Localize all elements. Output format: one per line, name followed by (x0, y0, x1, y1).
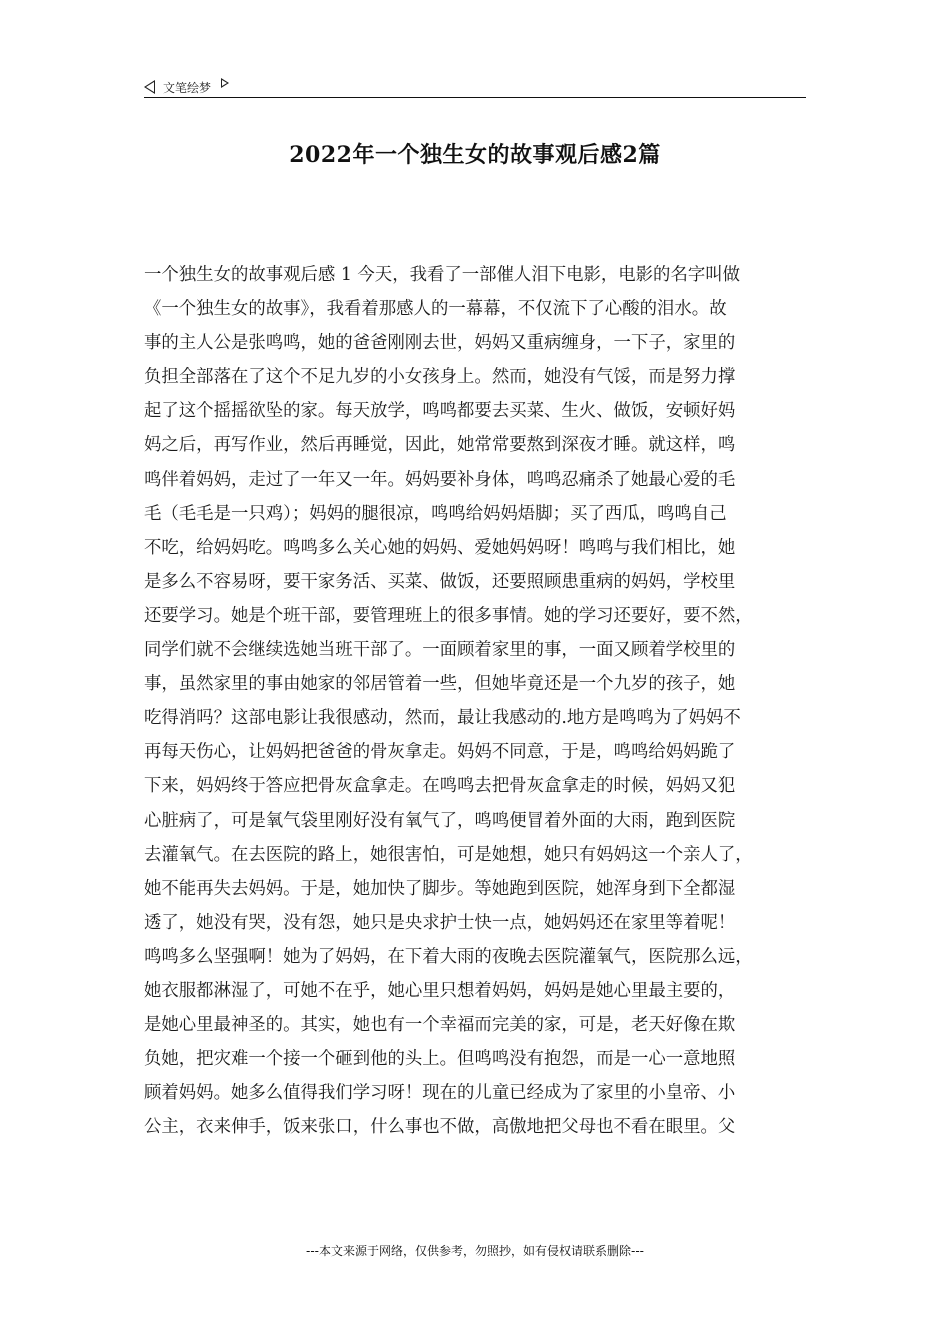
body-line: 《一个独生女的故事》，我看着那感人的一幕幕，不仅流下了心酸的泪水。故 (144, 299, 727, 320)
footer-notice: ---本文来源于网络，仅供参考，勿照抄，如有侵权请联系删除--- (306, 1244, 644, 1258)
body-line: 同学们就不会继续选她当班干部了。一面顾着家里的事，一面又顾着学校里的 (144, 640, 736, 661)
body-line: 负她，把灾难一个接一个砸到他的头上。但鸣鸣没有抱怨，而是一心一意地照 (144, 1049, 736, 1070)
body-line: 事的主人公是张鸣鸣，她的爸爸刚刚去世，妈妈又重病缠身，一下子，家里的 (144, 333, 736, 354)
triangle-left-icon (144, 80, 155, 94)
triangle-right-icon (221, 78, 229, 88)
body-line: 是多么不容易呀，要干家务活、买菜、做饭，还要照顾患重病的妈妈，学校里 (144, 571, 736, 592)
body-line: 顾着妈妈。她多么值得我们学习呀！现在的儿童已经成为了家里的小皇帝、小 (144, 1083, 736, 1104)
document-body (144, 258, 816, 1144)
header-divider (144, 97, 806, 98)
body-line: 负担全部落在了这个不足九岁的小女孩身上。然而，她没有气馁，而是努力撑 (144, 367, 736, 388)
body-line: 起了这个摇摇欲坠的家。每天放学，鸣鸣都要去买菜、生火、做饭，安顿好妈 (144, 401, 736, 422)
header-brand: 文笔绘梦 (163, 80, 212, 95)
body-line: 下来，妈妈终于答应把骨灰盒拿走。在鸣鸣去把骨灰盒拿走的时候，妈妈又犯 (144, 776, 736, 797)
document-title: 2022年一个独生女的故事观后感2篇 (289, 142, 661, 168)
body-line: 她衣服都淋湿了，可她不在乎，她心里只想着妈妈，妈妈是她心里最主要的， (144, 980, 736, 1001)
body-line: 鸣伴着妈妈，走过了一年又一年。妈妈要补身体，鸣鸣忍痛杀了她最心爱的毛 (144, 469, 736, 490)
body-line: 她不能再失去妈妈。于是，她加快了脚步。等她跑到医院，她浑身到下全都湿 (144, 878, 736, 899)
body-line: 还要学习。她是个班干部，要管理班上的很多事情。她的学习还要好，要不然， (144, 605, 753, 626)
body-line: 吃得消吗？这部电影让我很感动，然而，最让我感动的.地方是鸣鸣为了妈妈不 (144, 708, 741, 729)
body-line: 一个独生女的故事观后感 1 今天，我看了一部催人泪下电影，电影的名字叫做 (144, 265, 741, 285)
page-header (144, 76, 806, 98)
body-line: 再每天伤心，让妈妈把爸爸的骨灰拿走。妈妈不同意，于是，鸣鸣给妈妈跪了 (144, 742, 736, 763)
body-line: 不吃，给妈妈吃。鸣鸣多么关心她的妈妈、爱她妈妈呀！鸣鸣与我们相比，她 (144, 537, 736, 558)
body-line: 心脏病了，可是氧气袋里刚好没有氧气了，鸣鸣便冒着外面的大雨，跑到医院 (144, 810, 736, 831)
body-line: 事，虽然家里的事由她家的邻居管着一些，但她毕竟还是一个九岁的孩子，她 (144, 674, 736, 695)
body-line: 鸣鸣多么坚强啊！她为了妈妈，在下着大雨的夜晚去医院灌氧气，医院那么远， (144, 946, 753, 967)
body-line: 透了，她没有哭，没有怨，她只是央求护士快一点，她妈妈还在家里等着呢！ (144, 912, 736, 933)
body-line: 是她心里最神圣的。其实，她也有一个幸福而完美的家，可是，老天好像在欺 (144, 1015, 736, 1036)
body-line: 公主，衣来伸手，饭来张口，什么事也不做，高傲地把父母也不看在眼里。父 (144, 1117, 736, 1138)
body-line: 毛（毛毛是一只鸡）；妈妈的腿很凉，鸣鸣给妈妈焐脚；买了西瓜，鸣鸣自己 (144, 503, 727, 524)
body-line: 妈之后，再写作业，然后再睡觉，因此，她常常要熬到深夜才睡。就这样，鸣 (144, 435, 736, 456)
body-line: 去灌氧气。在去医院的路上，她很害怕，可是她想，她只有妈妈这一个亲人了， (144, 844, 753, 865)
